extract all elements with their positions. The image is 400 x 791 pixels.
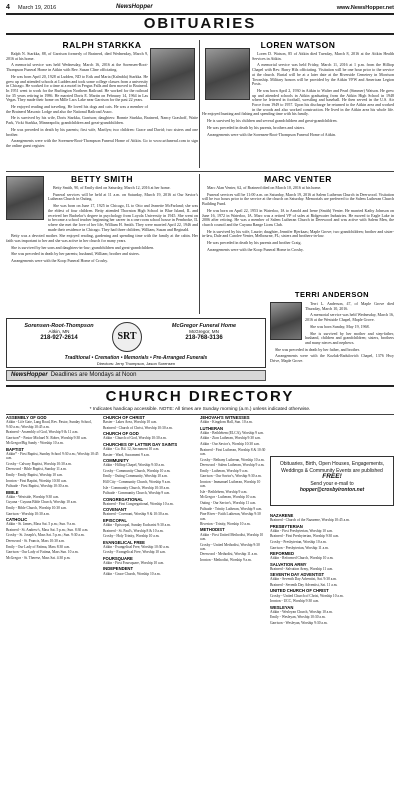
directory-listing: Hill City - Community Church, Worship 9 a.m. (103, 480, 171, 485)
obituary-paragraph: She was preceded in death by her father, and brother. (275, 346, 360, 352)
infobox-email-link[interactable]: hopper@crosbyironton.net (299, 487, 365, 493)
infobox-text: Obituaries, Birth, Open Houses, Engagements, Weddings & Community Events are published (279, 461, 385, 474)
directory-listing: Garrison - Our Lady of Fatima, Mass Sun. 10 a.m. (6, 550, 79, 555)
directory-listing: Emily - Emily Baptist, Worship 10 a.m. (6, 473, 64, 478)
directory-listing: Brainerd - Assembly of God, Worship 9 & 11 a.m. (6, 430, 79, 435)
obituary-paragraph: He is survived by his children and several grandchildren and great-grandchildren. (207, 118, 338, 124)
directory-listing: Crosby - Bethany Lutheran, Worship 10 a.m. (200, 457, 265, 462)
directory-section-heading: LUTHERAN (200, 425, 224, 431)
obituary-paragraph: Arrangements were with the Sorensen-Root-Thompson Funeral Home of Aitkin. Go to www.srtfuneral.com to sign the online guest register. (6, 138, 198, 148)
directory-listing: Ironton - Methodist, Worship 9 a.m. (200, 558, 252, 563)
obituary-paragraph: Betty Smith, 90, of Emily died on Saturday, March 12, 2016 at her home. (53, 185, 171, 190)
funeral-home-name: McGregor Funeral Home (171, 323, 237, 329)
directory-listing: Pine River - Faith Lutheran, Worship 9:30 a.m. (200, 512, 261, 521)
ad-tagline: Traditional • Cremation • Memorials • Pre-Arranged Funerals (64, 355, 208, 361)
obituary-paragraph: She is survived by her sons and daughters-in-law; grandchildren and great-grandchildren. (11, 244, 155, 250)
section-divider (6, 171, 394, 172)
directory-section-heading: CHURCH OF CHRIST (103, 415, 145, 420)
directory-section-heading: EPISCOPAL (103, 517, 127, 523)
directory-section-heading: SEVENTH DAY ADVENTIST (270, 572, 325, 578)
directory-listing: Crosby - Community Church, Worship 10 a.m. (103, 468, 171, 473)
obituary-venter (202, 174, 394, 286)
deadline-brand: NewsHopper (11, 372, 48, 378)
directory-listing: Ironton - Immanuel Lutheran, Worship 10 a.m. (200, 479, 261, 489)
directory-listing: Isle - Community Church, Worship 10:30 a.m. (103, 485, 170, 490)
obituary-paragraph: He is survived by his wife, Doris Starkka, Garrison; daughters: Bonnie Starkka, Brainerd, Nancy Grashoff, Waite Park, Vicki Starkka, Minneapolis; grandchildren and great-grandchildren. (6, 115, 198, 126)
directory-listing: Aitkin - Episcopal, Sunday Eucharist 9:30 a.m. (103, 523, 171, 528)
directory-listing: Ironton - First Baptist, Worship 10:30 a.m. (6, 478, 68, 483)
directory-section-heading: METHODIST (200, 527, 225, 533)
obituary-anderson (270, 290, 394, 384)
funeral-home-aitkin (11, 323, 107, 341)
column-divider (199, 174, 200, 314)
directory-section-heading: CATHOLIC (6, 516, 28, 522)
directory-listing: McGregor - St. Therese, Mass Sat. 4:30 p.m. (6, 555, 71, 560)
obituary-paragraph: A memorial service was held Friday, March 11, 2016 at 1 p.m. from the Hilltop Chapel with Rev. Barry Hils officiating. Visitation will be one hour prior to the service at the church. Burial will be at a later date at the Riverside Cemetery in Morrison Township. Military honors will be provided by the Aitkin VFW and American Legion Posts. (252, 62, 394, 87)
directory-listing: Aitkin - Co. Rd. 12, Sacrament 10 a.m. (103, 447, 160, 452)
column-divider (199, 40, 200, 168)
directory-listing: Crosby - United Church of Christ, Worship 10 a.m. (270, 593, 344, 598)
directory-listing: Garrison - Wesleyan, Worship 9:30 a.m. (270, 621, 328, 626)
directory-column-4 (270, 512, 394, 627)
infobox-send: Send your e-mail to (310, 480, 354, 487)
funeral-home-ad[interactable] (6, 318, 266, 368)
obituary-paragraph: He was preceded in death by his parents; first wife, Marilyn; two children: Grace and David; two sisters and one brother. (6, 126, 198, 137)
directory-listing: Aitkin - St. James, Mass Sat. 5 p.m.; Sun. 9 a.m. (6, 522, 76, 527)
obituary-paragraph: Marc Alan Venter, 62, of Brainerd died on March 10, 2016 at his home. (207, 185, 322, 190)
directory-listing: Aitkin - Seventh Day Adventist, Sat. 9:30 a.m. (270, 577, 337, 582)
directory-title: CHURCH DIRECTORY (105, 388, 295, 405)
srt-logo-icon (112, 322, 142, 352)
directory-listing: Crosby - United Methodist, Worship 9:30 a.m. (200, 542, 260, 551)
directory-listing: Emily - Our Lady of Fatima, Mass 8:30 a.m. (6, 544, 71, 549)
directory-listing: Deerwood - Methodist, Worship 11 a.m. (200, 552, 258, 557)
directory-listing: Aitkin - Bethlehem (ELCA), Worship 9 a.m. (200, 430, 265, 435)
obituary-paragraph: Funeral services will be held at 11 a.m. on Saturday, March 19, 2016 at Our Savior's Lutheran Church in Outing. (48, 191, 198, 202)
directory-listing: Palisade - First Baptist, Worship 10:30 a.m. (6, 484, 69, 489)
directory-listing: Aitkin - Westside, Worship 9:30 a.m. (6, 494, 60, 499)
obituary-paragraph: Ralph N. Starkka, 88, of Garrison formerly of Brainerd, died Wednesday, March 9, 2016 at his home. (6, 51, 148, 61)
obituary-paragraph: She was born Sunday, May 19, 1968. (310, 323, 370, 329)
directory-listing: Isle - Bethlehem, Worship 9 a.m. (200, 489, 248, 494)
obituary-photo (270, 302, 302, 340)
directory-section-heading: CHURCHES OF LATTER DAY SAINTS (103, 441, 178, 447)
funeral-home-city: Aitkin, MN (48, 329, 70, 334)
directory-section-heading: INDEPENDENT (103, 566, 134, 572)
obituary-paragraph: A memorial service was held Wednesday, March 16, 2016 at the Sorensen-Root-Thompson Funeral Home in Aitkin with Rev. Susan Cline officiating. (6, 62, 148, 73)
obituary-paragraph: Loren D. Watson, 85 of Aitkin died Tuesday, March 8, 2016 at the Aitkin Health Services in Aitkin. (252, 51, 394, 61)
directory-section-heading: EVANGELICAL FREE (103, 539, 145, 545)
funeral-home-name: Sorensen-Root-Thompson (24, 323, 94, 329)
funeral-home-mcgregor (147, 323, 261, 341)
ad-directors: Directors: Jerry Thompson, Jason Sorensen (96, 361, 176, 366)
directory-listing: Deerwood - St. Francis, Mass 10:30 a.m. (6, 538, 65, 543)
obituary-name: RALPH STARKKA (62, 40, 142, 50)
website-link[interactable]: www.NewsHopper.net (336, 5, 394, 11)
directory-listing: Crosby - Calvary Baptist, Worship 10:30 a.m. (6, 461, 72, 466)
directory-listing: Brainerd - Covenant, Worship 9 & 10:30 a.m. (103, 512, 169, 517)
directory-note: * Indicates handicap accessible. NOTE: All times are Sunday morning (a.m.) unless indicated otherwise. (6, 407, 394, 415)
directory-listing: Aitkin - Reformed Church, Worship 10 a.m. (270, 556, 334, 561)
deadline-text: Deadlines are Mondays at Noon (50, 372, 137, 378)
issue-date: March 19, 2016 (18, 5, 57, 11)
obituary-paragraph: Arrangements were with the Kozlak-Radulovich Chapel, 1376 Hwy Drive, Maple Grove. (270, 353, 394, 364)
obituary-name: TERRI ANDERSON (294, 290, 370, 299)
obituary-paragraph: Betty was a devoted mother. She enjoyed reading, gardening and spending time with the family at the cabin. Her faith was important to her and she was active in her church for many years. (6, 233, 198, 244)
obituary-paragraph: Arrangements were with the Sorensen-Root-Thompson Funeral Home of Aitkin. (207, 131, 336, 137)
page-header (6, 4, 394, 12)
directory-section-heading: WESLEYAN (270, 604, 294, 610)
obituary-paragraph: He was born April 2, 1930 in Aitkin to Walter and Pearl (Simmer) Watson. He grew up and attended schools in Aitkin graduating from the Aitkin High School in 1948 where he lettered in football, wrestling and baseball. He then served in the U.S. Air Force from 1949 to 1957. Upon his discharge he returned to the Aitkin area and worked in the woods and also worked construction. He lived in the Aitkin area his whole life. He enjoyed hunting and fishing and spending time with his family. (202, 87, 394, 117)
directory-section-heading: CONGREGATIONAL (103, 496, 143, 502)
directory-listing: Aitkin - First Presbyterian, Worship 10 a.m. (270, 528, 334, 533)
directory-listing: Aitkin - Zion Lutheran, Worship 9:30 a.m. (200, 436, 262, 441)
directory-listing: Emily - Wesleyan, Worship 10:30 a.m. (270, 615, 326, 620)
obituary-paragraph: He is survived by his wife, Laurie; daughter, Jennifer Bjerkaas; Maple Grove; two grandchildren; brother and sister-in-law, Dale and Carolee Venter, Melbourne, FL; sisters and brothers-in-law. (202, 228, 394, 239)
infobox-free: FREE! (322, 473, 342, 480)
obituary-paragraph: He was preceded in death by his parents, brothers and sisters. (207, 124, 306, 130)
obituary-paragraph: He enjoyed reading and traveling. He loved his dogs and cats. He was a member of the Brainerd Masonic Lodge and also the National Railroad Assoc. (6, 104, 148, 114)
obituary-paragraph: Funeral services will be 11:00 a.m. on Saturday, March 19, 2016 at Salem Lutheran Church in Deerwood. Visitation will be two hours prior to the service at the church on Saturday. Memorials are preferred to the Salem Lutheran Church Building Fund. (202, 191, 394, 207)
directory-listing: Brainerd - First Presbyterian, Worship 9:30 a.m. (270, 534, 340, 539)
obituary-paragraph: She was born on June 17, 1925 in Chicago, IL to Otto and Jeanette McFarland; she was the eldest of four children. Betty attended Thornton High School in Blue Island, IL and received her Bachelor's degree in psychology from Loyola University in 1945. She went on to become a school teacher beginning her career in a one room school house in Pembroke, IL where she met the love of her life, William H. Smith. They were married April 22, 1946 and made their residence in Chicago. They had three children, William, Susan and Reginald. (48, 203, 198, 232)
directory-listing: Ironton - UCC, Worship 9:30 a.m. (270, 599, 320, 604)
directory-section-heading: NAZARENE (270, 513, 294, 518)
directory-listing: Palisade - Community Church, Worship 9 a.m. (103, 491, 171, 496)
obituary-paragraph: She is survived by her mother and step-father, husband, children and grandchildren; sisters, brothers and many nieces and nephews. (305, 330, 394, 345)
obituary-smith (6, 174, 198, 314)
directory-section-heading: UNITED CHURCH OF CHRIST (270, 588, 329, 594)
directory-listing: Aitkin - Life Gate, Lang Road, Rev. Pastor, Sunday School, 9:30 a.m.; Worship 10:45 a.m. (6, 420, 92, 429)
directory-listing: Baxter - Lakes Area, Worship 10 a.m. (103, 420, 158, 425)
directory-listing: Brainerd - First Lutheran, Worship 8 & 10:30 a.m. (200, 447, 266, 456)
directory-listing: Brainerd - First Congregational, Worship 10 a.m. (103, 501, 174, 506)
directory-listing: Garrison - Our Savior's, Worship 9:30 a.m. (200, 474, 262, 479)
directory-section-heading: FOURSQUARE (103, 555, 133, 561)
directory-listing: Garrison - Presbyterian, Worship 11 a.m. (270, 545, 329, 550)
directory-listing: Brainerd - Salvation Army, Worship 11 a.m. (270, 566, 334, 571)
directory-listing: Brainerd - St. Paul's, Worship 8 & 10 a.m. (103, 528, 164, 533)
funeral-home-phone: 218-768-3136 (185, 335, 223, 341)
directory-listing: McGregor - Lutheran, Worship 10 a.m. (200, 495, 257, 500)
directory-listing: Aitkin - Kingdom Hall, Sun. 10 a.m. (200, 420, 253, 425)
directory-listing: Crosby - Holy Trinity, Worship 10 a.m. (103, 534, 160, 539)
directory-section-heading: REFORMED (270, 550, 294, 556)
directory-listing: Deerwood - Bible Baptist, Sunday 11 a.m. (6, 467, 67, 472)
directory-listing: Aitkin* - First Baptist, Sunday School 9:30 a.m.; Worship 10:45 a.m. (6, 451, 99, 461)
directory-section-heading: ASSEMBLY OF GOD (6, 415, 47, 420)
obituary-paragraph: Arrangements were with the Koop Funeral Home of Crosby. (11, 258, 108, 264)
obituary-paragraph: He was born on April 22, 1953 in Waterloo, IA to Arnold and Irene (Smith) Venter. He married Kathy Johnson on June 16, 1972 in Waterloo, IA. Marc was a retired VP of sales at Ridgewater Industries. He moved to Eagle Lake in 2006 after retiring. He was a member of Salem Lutheran Church in Deerwood and was active with Salem Men, the church council and the Cuyuna Range Lions Club. (202, 207, 394, 227)
directory-section-heading: BIBLE (6, 489, 19, 495)
directory-listing: Aitkin - Grace Church, Worship 10 a.m. (103, 571, 161, 576)
obituary-name: BETTY SMITH (70, 174, 133, 184)
obituary-paragraph: He was preceded in death by his parents and brother Craig. (207, 240, 302, 246)
directory-column-3 (200, 414, 266, 564)
directory-listing: Deerwood - Salem Lutheran, Worship 9 a.m. (200, 463, 265, 468)
directory-listing: Aitkin - Our Savior's, Worship 10:30 a.m. (200, 442, 261, 447)
directory-column-1 (6, 414, 99, 561)
directory-listing: Emily - Lutheran, Worship 9 a.m. (200, 468, 249, 473)
section-title: OBITUARIES (143, 15, 257, 32)
obituary-watson (202, 40, 394, 168)
submission-infobox (270, 456, 394, 506)
directory-listing: Outing - Our Savior's, Worship 11 a.m. (200, 501, 257, 506)
directory-listing: Brainerd - Church of Christ, Worship 10:30 a.m. (103, 425, 173, 430)
directory-listing: Brainerd - St. Andrew's, Mass Sat. 5 p.m.; Sun. 8:30 a.m. (6, 527, 89, 532)
deadline-notice (6, 370, 266, 381)
obituary-paragraph: He was born April 20, 1928 at Ludden, ND to Erik and Maria (Kalmbla) Starkka. He grew up and attended schools at Ludden and took some college classes from a university in Chicago. He worked for a time at a motel in Fergus Falls and then moved to Brainerd. In 1951 went to work for the Burlington Northern Railroad. He worked for the railroad for 35 years retiring in 1986. He married Doris E. Martin on February 14, 1964 in Las Vegas. They made their home on Mille Lacs Lake near Garrison for the past 22 years. (6, 73, 148, 103)
directory-listing: Brainerd - Seventh Day Adventist, Sat. 11 a.m. (270, 583, 338, 588)
church-directory-banner (6, 385, 394, 407)
directory-section-heading: JEHOVAH'S WITNESSES (200, 415, 250, 420)
directory-listing: Crosby - St. Joseph's, Mass Sat. 5 p.m.; Sun. 9:30 a.m. (6, 533, 85, 538)
directory-listing: Aitkin - Church of God, Worship 10:30 a.m. (103, 436, 167, 441)
directory-column-2 (103, 414, 196, 577)
directory-listing: Aitkin - First Foursquare, Worship 10 a.m. (103, 560, 165, 565)
obituary-paragraph: A memorial service was held Wednesday, March 16, 2016 at the Westside Chapel, Maple Grove. (305, 312, 394, 323)
directory-listing: Emily - Outing Community, Worship 10 a.m. (103, 474, 168, 479)
obituary-name: MARC VENTER (264, 174, 332, 184)
directory-listing: Emily - Bible Church, Worship 10:30 a.m. (6, 506, 68, 511)
directory-listing: Aitkin - First United Methodist, Worship 10 a.m. (200, 532, 264, 541)
obituary-paragraph: Arrangements were with the Koop Funeral Home in Crosby. (207, 246, 304, 252)
directory-listing: Cuyuna - Cuyuna Bible Church, Worship 10 a.m. (6, 500, 77, 505)
directory-listing: Crosby - Evangelical Free, Worship 10 a.m. (103, 550, 167, 555)
directory-listing: Brainerd - Church of the Nazarene, Worship 10:45 a.m. (270, 518, 350, 523)
obituary-name: LOREN WATSON (260, 40, 336, 50)
directory-listing: Garrison* - Pastor Michael N. Rober, Worship 9:30 a.m. (6, 435, 88, 440)
directory-listing: Aitkin - Hilltop Chapel, Worship 9:30 a.m. (103, 463, 165, 468)
directory-section-heading: COMMUNITY (103, 457, 129, 463)
directory-listing: Crosby - Presbyterian, Worship 10 a.m. (270, 540, 327, 545)
directory-section-heading: COVENANT (103, 507, 127, 513)
directory-listing: Aitkin - Evangelical Free, Worship 10:30 a.m. (103, 544, 170, 549)
directory-listing: McGregor/Big Sandy - Worship 10 a.m. (6, 441, 64, 446)
obituaries-banner (6, 13, 394, 35)
directory-listing: Aitkin - Wesleyan Church, Worship 10 a.m. (270, 609, 333, 614)
page-number: 4 (6, 4, 10, 11)
obituary-starkka (6, 40, 198, 168)
obituary-paragraph: She was preceded in death by her parents; husband, William; brother and sisters. (11, 251, 140, 257)
directory-section-heading: PRESBYTERIAN (270, 523, 303, 529)
funeral-home-city: McGregor, MN (189, 329, 219, 334)
directory-listing: Baxter - Ward, Sacrament 9 a.m. (103, 452, 150, 457)
logo-text: SRT (117, 331, 137, 342)
directory-section-heading: BAPTIST (6, 446, 24, 452)
directory-section-heading: SALVATION ARMY (270, 561, 307, 567)
directory-listing: Riverton - Trinity, Worship 10 a.m. (200, 522, 251, 527)
brand-name: NewsHopper (116, 4, 153, 10)
directory-listing: Garrison - Worship 10:30 a.m. (6, 511, 50, 516)
funeral-home-phone: 218-927-2614 (40, 335, 78, 341)
obituary-paragraph: Terri L. Anderson, 47, of Maple Grove died Thursday, March 10, 2016. (305, 301, 394, 311)
directory-section-heading: CHURCH OF GOD (103, 431, 139, 437)
directory-listing: Palisade - Trinity Lutheran, Worship 9 a.m. (200, 506, 263, 511)
